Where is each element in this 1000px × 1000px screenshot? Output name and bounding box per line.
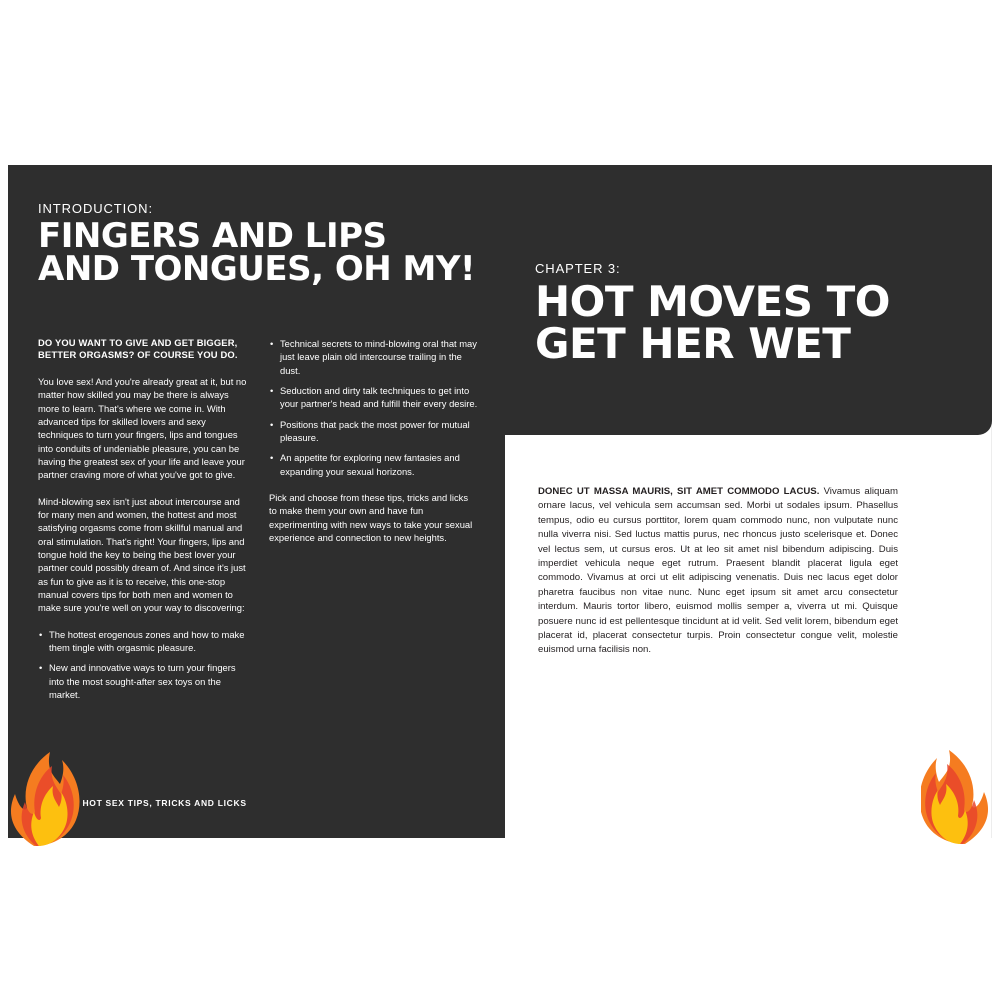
page-title-line1: FINGERS AND LIPS bbox=[38, 216, 387, 256]
list-item: • New and innovative ways to turn your fingers into the most sought-after sex toys on the market. bbox=[49, 661, 247, 701]
page-title bbox=[38, 216, 478, 290]
chapter-title-line2: GET HER WET bbox=[535, 319, 851, 368]
flame-icon bbox=[6, 736, 84, 846]
closing-paragraph: Pick and choose from these tips, tricks and licks to make them your own and have fun experimenting with new ways to take your sexual experience and connection to new heights. bbox=[269, 492, 473, 544]
list-item: • An appetite for exploring new fantasies and expanding your sexual horizons. bbox=[280, 451, 478, 478]
body-paragraph-1: You love sex! And you're already great at it, but no matter how skilled you may be there is always more to learn. That's where we come in. With advanced tips for skilled lovers and sexy techniques to turn your fingers, lips and tongues into conduits of undeniable pleasure, you can be having the greatest sex of your life and leave your partner craving more of what you've got to give. bbox=[38, 375, 247, 481]
lead-paragraph: DO YOU WANT TO GIVE AND GET BIGGER, BETTER ORGASMS? OF COURSE YOU DO. bbox=[38, 337, 238, 361]
run-in-heading: DONEC UT MASSA MAURIS, SIT AMET COMMODO LACUS. bbox=[538, 486, 820, 497]
list-item: • The hottest erogenous zones and how to make them tingle with orgasmic pleasure. bbox=[49, 628, 247, 655]
bullet-list-column-two bbox=[269, 337, 478, 478]
list-item: • Positions that pack the most power for mutual pleasure. bbox=[280, 418, 478, 445]
chapter-body-text: Vivamus aliquam ornare lacus, vel vehicula sem accumsan sed. Morbi ut sodales ipsum. Phasellus tempus, odio eu cursus porttitor, lorem quam commodo nunc, non vulputate nunc nulla viverra nisi. Sed luctus mattis purus, nec rhoncus justo scelerisque et. Donec vel lectus sem, ut cursus eros. Ut at leo sit amet nisl bibendum adipiscing. Duis imperdiet vehicula neque eget rutrum. Praesent blandit placerat ligula eget commodo. Vivamus at orci ut elit adipiscing venenatis. Duis nec lacus eget dolor pharetra faucibus non vitae nunc. Nunc eget ipsum sit amet arcu consectetur interdum. Mauris tortor libero, euismod mollis semper a, viverra ut mi. Quisque posuere nunc id est pellentesque tincidunt at id velit. Sed velit lorem, bibendum eget placerat id, placerat consectetur turpis. Proin consectetur congue velit, molestie euismod urna facilisis non. bbox=[538, 486, 898, 656]
list-item: • Technical secrets to mind-blowing oral that may just leave plain old intercourse trailing in the dust. bbox=[280, 337, 478, 377]
flame-icon bbox=[921, 736, 993, 844]
left-page-footer bbox=[63, 798, 247, 808]
column-two bbox=[269, 337, 478, 714]
left-page bbox=[8, 165, 505, 838]
page-title-line2: AND TONGUES, OH MY! bbox=[38, 249, 476, 290]
right-page bbox=[505, 165, 992, 838]
list-item: • Seduction and dirty talk techniques to get into your partner's head and fulfill their every desire. bbox=[280, 384, 478, 411]
chapter-title-line1: HOT MOVES TO bbox=[535, 277, 890, 326]
running-title: HOT SEX TIPS, TRICKS AND LICKS bbox=[82, 798, 247, 808]
introduction-label: INTRODUCTION: bbox=[38, 201, 153, 216]
column-one bbox=[38, 337, 247, 714]
left-page-columns bbox=[38, 337, 478, 714]
body-paragraph-2: Mind-blowing sex isn't just about intercourse and for many men and women, the hottest and most satisfying orgasms come from skillful manual and oral stimulation. That's right! Your fingers, lips and tongue hold the key to being the best lover your partner could possibly dream of. And since it's just as fun to give as it is to receive, this one-stop manual covers tips for both men and women to make sure you're well on your way to discovering: bbox=[38, 495, 246, 614]
chapter-body bbox=[538, 485, 898, 658]
bullet-list-column-one bbox=[38, 628, 247, 702]
chapter-label: CHAPTER 3: bbox=[535, 261, 621, 276]
chapter-title bbox=[535, 277, 965, 368]
